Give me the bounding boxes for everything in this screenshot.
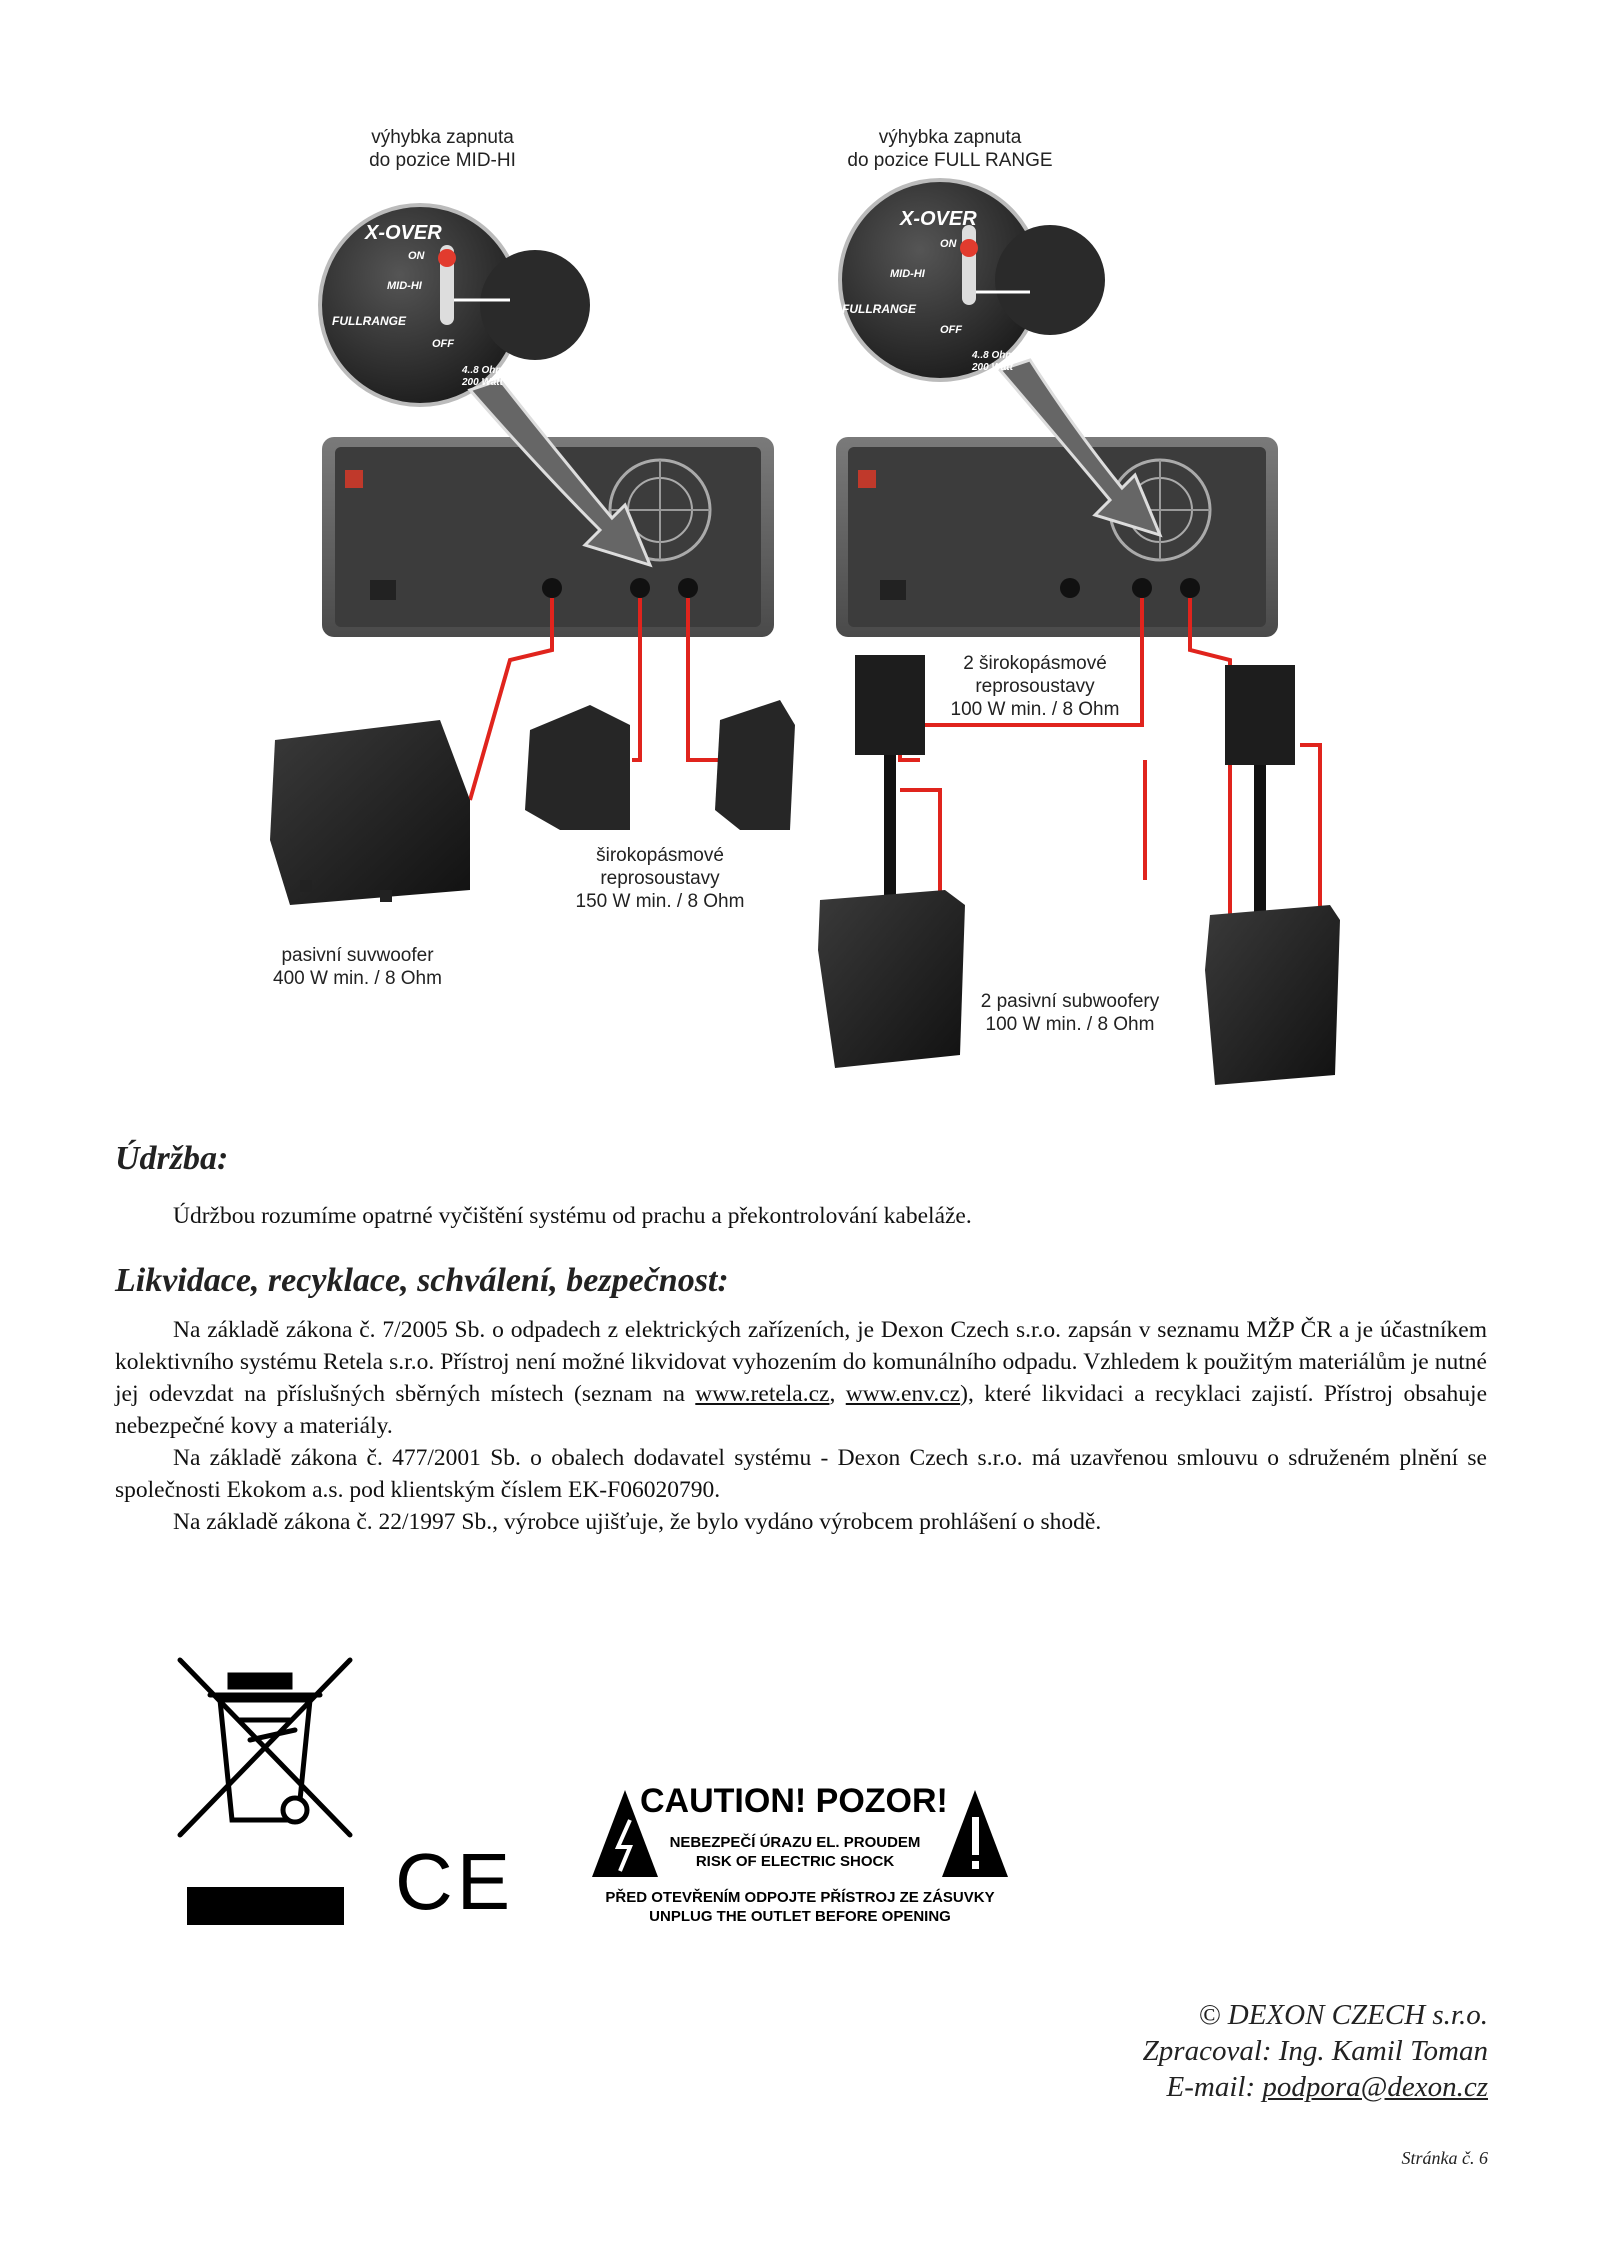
on-label-left: ON xyxy=(408,250,425,262)
xover-zoom-left xyxy=(320,205,590,405)
switch-label-left: výhybka zapnuta do pozice MID-HI xyxy=(369,127,516,171)
disposal-heading: Likvidace, recyklace, schválení, bezpečnost: xyxy=(115,1262,729,1299)
subwoofer-left xyxy=(270,720,470,905)
footer-block xyxy=(900,1997,1488,2105)
footer-company: © DEXON CZECH s.r.o. xyxy=(1198,1999,1488,2031)
midhi-label-right: MID-HI xyxy=(890,268,925,280)
wideband-100-label: 2 širokopásmové reprosoustavy 100 W min. / 8 Ohm xyxy=(950,653,1120,720)
maintenance-text: Údržbou rozumíme opatrné vyčištění systému od prachu a překontrolování kabeláže. xyxy=(173,1203,972,1229)
caution-title: CAUTION! POZOR! xyxy=(640,1782,948,1820)
passive-subs-100-label: 2 pasivní subwoofery 100 W min. / 8 Ohm xyxy=(980,991,1160,1035)
passive-sub-400-label: pasivní suvwoofer 400 W min. / 8 Ohm xyxy=(273,945,442,989)
xover-label-right: X-OVER xyxy=(900,208,977,230)
fullrange-label-left: FULLRANGE xyxy=(332,314,406,328)
wideband-speakers-left xyxy=(525,700,795,830)
on-label-right: ON xyxy=(940,238,957,250)
retela-link[interactable]: www.retela.cz xyxy=(695,1381,830,1407)
ce-mark: CE xyxy=(395,1837,515,1926)
email-link[interactable]: podpora@dexon.cz xyxy=(1262,2071,1488,2103)
off-label-right: OFF xyxy=(940,324,962,336)
switch-label-right: výhybka zapnuta do pozice FULL RANGE xyxy=(847,127,1053,171)
fullrange-label-right: FULLRANGE xyxy=(842,302,916,316)
env-link[interactable]: www.env.cz xyxy=(845,1381,961,1407)
disposal-paragraph-2: Na základě zákona č. 477/2001 Sb. o obalech dodavatel systému - Dexon Czech s.r.o. má uzavřenou smlouvu o sdruženém plnění se společnosti Ekokom a.s. pod klientským číslem EK-F06020790. xyxy=(115,1445,1487,1503)
footer-author: Zpracoval: Ing. Kamil Toman xyxy=(1142,2035,1488,2067)
amplifier-right xyxy=(836,437,1278,637)
midhi-label-left: MID-HI xyxy=(387,280,422,292)
subwoofers-right xyxy=(818,890,1340,1085)
footer-email-line: E-mail: podpora@dexon.cz xyxy=(1166,2071,1488,2103)
maintenance-heading: Údržba: xyxy=(115,1140,229,1177)
wiring-diagram xyxy=(0,0,1600,1110)
rating-label-left: 4..8 Ohm 200 Watt xyxy=(462,365,505,388)
page-number: Stránka č. 6 xyxy=(1401,2148,1488,2168)
weee-bin-icon xyxy=(170,1650,360,1880)
wideband-150-label: širokopásmové reprosoustavy 150 W min. / 8 Ohm xyxy=(575,845,745,912)
xover-label-left: X-OVER xyxy=(365,222,442,244)
rating-label-right: 4..8 Ohm 200 Watt xyxy=(972,350,1015,373)
disposal-body xyxy=(115,1314,1487,1538)
disposal-paragraph-3: Na základě zákona č. 22/1997 Sb., výrobce ujišťuje, že bylo vydáno výrobcem prohlášení o shodě. xyxy=(173,1509,1102,1535)
off-label-left: OFF xyxy=(432,338,454,350)
caution-instructions: PŘED OTEVŘENÍM ODPOJTE PŘÍSTROJ ZE ZÁSUVKY UNPLUG THE OUTLET BEFORE OPENING xyxy=(605,1889,995,1925)
disposal-paragraph-1: Na základě zákona č. 7/2005 Sb. o odpadech z elektrických zařízeních, je Dexon Czech s.r.o. zapsán v seznamu MŽP ČR a je účastníkem kolektivního systému Retela s.r.o. Přístroj není možné likvidovat vyhozením do komunálního odpadu. Vzhledem k použitým materiálům je nutné jej odevzdat na příslušných sběrných místech (seznam na www.retela.cz, www.env.cz), které likvidaci a recyklaci zajistí. Přístroj obsahuje nebezpečné kovy a materiály. xyxy=(115,1317,1487,1439)
weee-bar xyxy=(187,1887,344,1925)
caution-warning: NEBEZPEČÍ ÚRAZU EL. PROUDEM RISK OF ELECTRIC SHOCK xyxy=(669,1834,921,1870)
